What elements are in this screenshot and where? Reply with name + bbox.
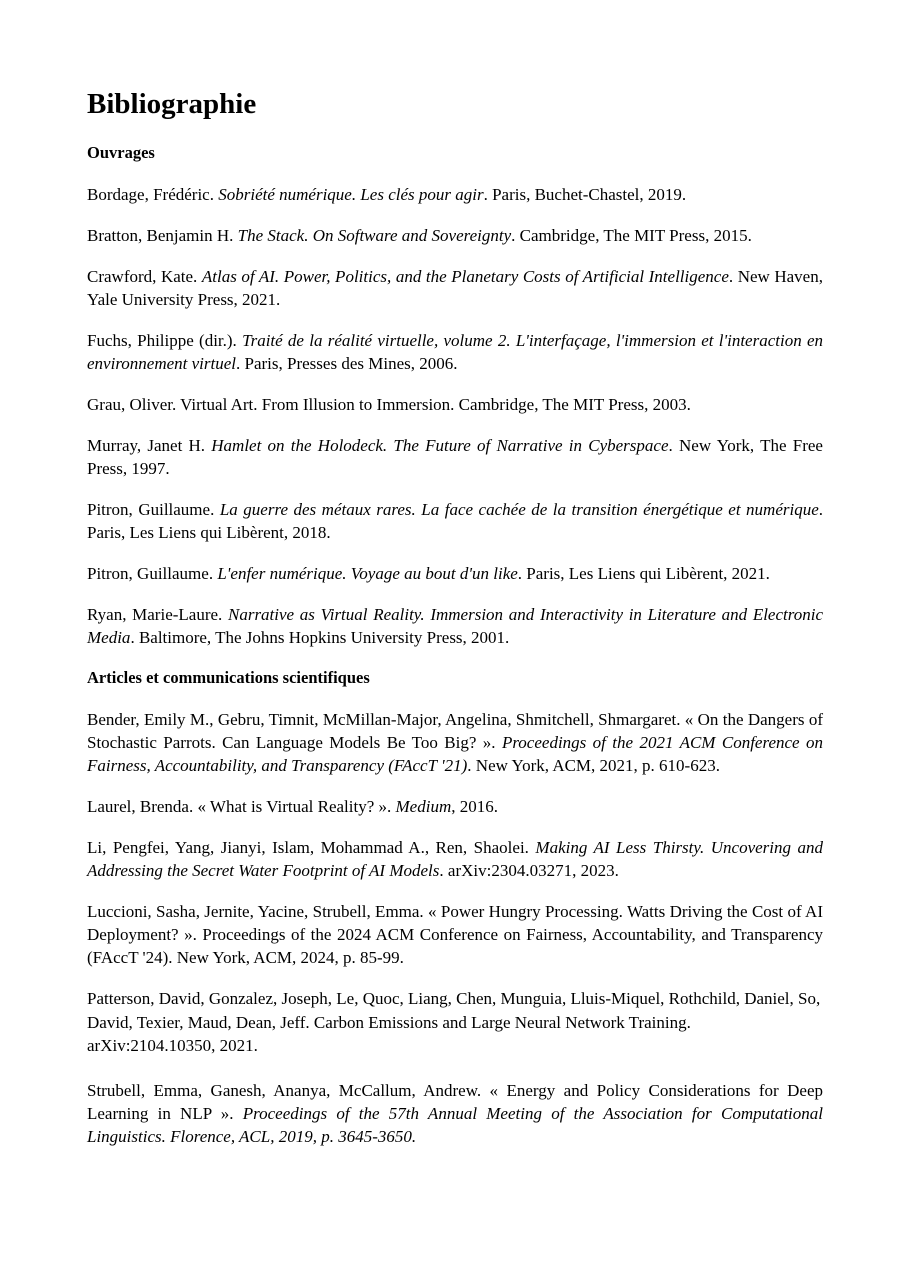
entry-author-text: Bordage, Frédéric.: [87, 185, 219, 204]
entry-title-italic: Hamlet on the Holodeck. The Future of Narrative in Cyberspace: [211, 436, 669, 455]
entry-publication-text: . Baltimore, The Johns Hopkins University Press, 2001.: [130, 628, 510, 647]
section-heading: Ouvrages: [87, 143, 155, 162]
entry-author-text: Pitron, Guillaume.: [87, 564, 218, 583]
entry-title-italic: L'enfer numérique. Voyage au bout d'un like: [217, 564, 518, 583]
entry-publication-text: . New Haven, Yale University Press, 2021.: [87, 267, 823, 309]
bibliography-entry: [87, 836, 823, 882]
bibliography-entry: [87, 224, 823, 247]
entry-title-italic: Atlas of AI. Power, Politics, and the Planetary Costs of Artificial Intelligence: [201, 267, 729, 286]
entry-author-text: Grau, Oliver. Virtual Art. From Illusion to Immersion. Cambridge, The MIT Press, 2003.: [87, 395, 691, 414]
entry-title-italic: La guerre des métaux rares. La face cachée de la transition énergétique et numérique: [219, 500, 819, 519]
entry-title-italic: Medium: [395, 797, 452, 816]
bibliography-entry: [87, 498, 823, 544]
bibliography-entry: [87, 900, 823, 969]
entry-author-text: Strubell, Emma, Ganesh, Ananya, McCallum, Andrew. « Energy and Policy Considerations for Deep Learning in NLP ».: [87, 1080, 823, 1123]
bibliography-entry: [87, 434, 823, 480]
bibliography-sections: [87, 142, 823, 1148]
entry-publication-text: . Paris, Les Liens qui Libèrent, 2018.: [87, 500, 824, 542]
entry-author-text: Bender, Emily M., Gebru, Timnit, McMillan-Major, Angelina, Shmitchell, Shmargaret. « On the Dangers of Stochastic Parrots. Can Language Models Be Too Big? ».: [87, 710, 823, 752]
entry-title-italic: Proceedings of the 2021 ACM Conference on Fairness, Accountability, and Transparency (FAccT '21): [87, 733, 823, 775]
entry-author-text: Laurel, Brenda. « What is Virtual Reality? ».: [87, 797, 396, 816]
bibliography-entry: [87, 562, 823, 585]
entry-title-italic: Making AI Less Thirsty. Uncovering and Addressing the Secret Water Footprint of AI Models: [87, 838, 823, 880]
bibliography-entry: [87, 603, 823, 649]
bibliography-entry: [87, 1079, 823, 1148]
bibliography-section: [87, 667, 823, 1148]
entry-title-italic: Traité de la réalité virtuelle, volume 2. L'interfaçage, l'immersion et l'interaction en environnement virtuel: [87, 331, 823, 373]
bibliography-entry: [87, 183, 823, 206]
page-title: Bibliographie: [87, 88, 257, 120]
entry-author-text: Patterson, David, Gonzalez, Joseph, Le, Quoc, Liang, Chen, Munguia, Lluis-Miquel, Rothchild, Daniel, So, David, Texier, Maud, Dean, Jeff. Carbon Emissions and Large Neural Network Training. arXiv:2104.10350, 2021.: [87, 989, 821, 1055]
bibliography-section: [87, 142, 823, 649]
entry-publication-text: . Paris, Buchet-Chastel, 2019.: [483, 185, 687, 204]
entry-publication-text: . New York, The Free Press, 1997.: [87, 436, 823, 478]
bibliography-entry: [87, 987, 823, 1058]
entry-publication-text: . Paris, Presses des Mines, 2006.: [236, 354, 458, 373]
bibliography-entry: [87, 393, 823, 416]
bibliography-entry: [87, 795, 823, 818]
entry-publication-text: . New York, ACM, 2021, p. 610-623.: [467, 756, 720, 775]
entry-title-italic: Narrative as Virtual Reality. Immersion and Interactivity in Literature and Electronic Media: [87, 605, 824, 647]
entry-author-text: Bratton, Benjamin H.: [87, 226, 238, 245]
entry-publication-text: . Cambridge, The MIT Press, 2015.: [511, 226, 752, 245]
section-heading: Articles et communications scientifiques: [87, 668, 370, 687]
entry-title-italic: Proceedings of the 57th Annual Meeting of the Association for Computational Linguistics. Florence, ACL, 2019, p. 3645-3650.: [87, 1103, 823, 1146]
bibliography-page: [87, 86, 823, 1166]
bibliography-entry: [87, 265, 823, 311]
bibliography-entry: [87, 329, 823, 375]
entry-author-text: Ryan, Marie-Laure.: [87, 605, 228, 624]
entry-author-text: Li, Pengfei, Yang, Jianyi, Islam, Mohammad A., Ren, Shaolei.: [87, 838, 536, 857]
entry-author-text: Murray, Janet H.: [87, 436, 212, 455]
bibliography-entry: [87, 708, 823, 777]
entry-author-text: Pitron, Guillaume.: [87, 500, 220, 519]
entry-publication-text: . Paris, Les Liens qui Libèrent, 2021.: [517, 564, 770, 583]
entry-publication-text: . arXiv:2304.03271, 2023.: [439, 861, 619, 880]
entry-author-text: Luccioni, Sasha, Jernite, Yacine, Strubell, Emma. « Power Hungry Processing. Watts Driving the Cost of AI Deployment? ». Proceedings of the 2024 ACM Conference on Fairness, Accountability, and Transparency (FAccT '24). New York, ACM, 2024, p. 85-99.: [87, 902, 823, 967]
entry-title-italic: The Stack. On Software and Sovereignty: [237, 226, 512, 245]
entry-author-text: Fuchs, Philippe (dir.).: [87, 331, 243, 350]
entry-title-italic: Sobriété numérique. Les clés pour agir: [218, 185, 484, 204]
entry-author-text: Crawford, Kate.: [87, 267, 202, 286]
entry-publication-text: , 2016.: [451, 797, 498, 816]
